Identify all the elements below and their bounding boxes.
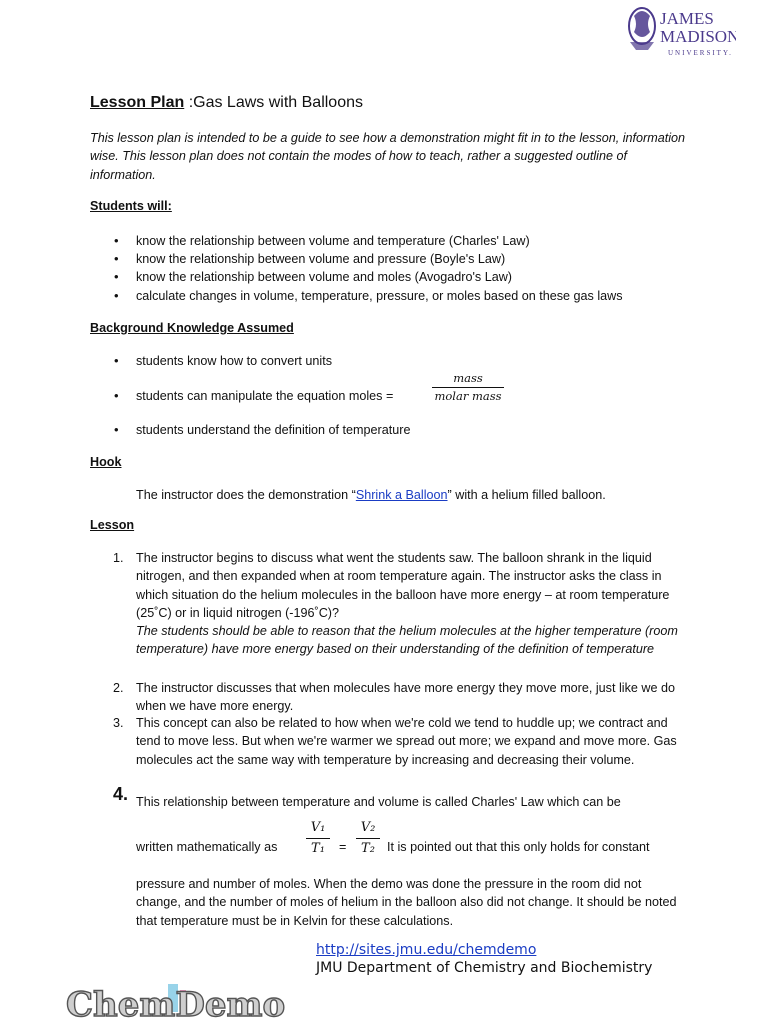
bullet: • xyxy=(114,233,119,248)
lesson-item-4c: It is pointed out that this only holds for constant xyxy=(387,840,650,854)
t1: T₁ xyxy=(306,838,330,859)
bullet: • xyxy=(114,388,119,403)
list-item: calculate changes in volume, temperature, pressure, or moles based on these gas laws xyxy=(136,289,623,303)
t2: T₂ xyxy=(356,838,380,859)
list-item: know the relationship between volume and pressure (Boyle's Law) xyxy=(136,252,506,266)
lesson-item-4b: written mathematically as xyxy=(136,840,278,854)
jmu-logo-line2: MADISON xyxy=(660,27,736,46)
background-heading: Background Knowledge Assumed xyxy=(90,321,294,335)
lesson-item-1-italic: The students should be able to reason that the helium molecules at the higher temperature (room temperature) have more energy based on their understanding of the definition of temperature xyxy=(136,624,678,657)
students-will-list xyxy=(0,232,768,312)
intro-paragraph: This lesson plan is intended to be a guide to see how a demonstration might fit in to the lesson, information wise. This lesson plan does not contain the modes of how to teach, rather a suggested outline of information. xyxy=(90,131,686,182)
chemdemo-logo xyxy=(64,984,286,1024)
charles-fraction-right xyxy=(356,818,380,859)
jmu-logo-line1: JAMES xyxy=(660,9,714,28)
lesson-list xyxy=(0,549,768,929)
list-item: students understand the definition of temperature xyxy=(136,423,411,437)
hook-pre: The instructor does the demonstration “ xyxy=(136,488,356,502)
list-item: students know how to convert units xyxy=(136,354,333,368)
fraction-numerator: mass xyxy=(453,371,483,385)
moles-fraction xyxy=(432,370,504,405)
chemdemo-url-link[interactable]: http://sites.jmu.edu/chemdemo xyxy=(316,942,537,958)
list-number: 4. xyxy=(113,784,129,804)
list-number: 1. xyxy=(113,551,124,565)
bullet: • xyxy=(114,288,119,303)
department-name: JMU Department of Chemistry and Biochemistry xyxy=(316,960,653,976)
hook-text xyxy=(136,486,606,504)
jmu-logo-line3: UNIVERSITY. xyxy=(668,49,733,57)
lesson-item-4d: pressure and number of moles. When the demo was done the pressure in the room did not change, and the number of moles of helium in the balloon also did not change. It should be noted that temperature must be in Kelvin for these calculations. xyxy=(136,877,677,928)
lesson-item-1-text: The instructor begins to discuss what went the students saw. The balloon shrank in the liquid nitrogen, and then expanded when at room temperature again. The instructor asks the class in which situation do the helium molecules in the balloon have more energy – at room temperature (25˚C) or in liquid nitrogen (-196˚C)? xyxy=(136,551,670,620)
background-list xyxy=(0,352,768,442)
lesson-heading: Lesson xyxy=(90,518,135,532)
bullet: • xyxy=(114,353,119,368)
students-will-heading: Students will: xyxy=(90,199,172,213)
lesson-item-1 xyxy=(136,549,684,659)
lesson-item-3: This concept can also be related to how when we're cold we tend to huddle up; we contract and tend to move less. But when we're warmer we spread out more; we expand and move more. Gas molecules act the same way with temperature by increasing and decreasing their volume. xyxy=(136,716,677,767)
list-item: know the relationship between volume and moles (Avogadro's Law) xyxy=(136,270,512,284)
equals-sign: = xyxy=(339,840,347,854)
list-item: know the relationship between volume and temperature (Charles' Law) xyxy=(136,234,530,248)
lesson-item-2: The instructor discusses that when molecules have more energy they move more, just like we do when we have more energy. xyxy=(136,681,675,714)
list-item: students can manipulate the equation moles = xyxy=(136,389,394,403)
lesson-item-4a: This relationship between temperature and volume is called Charles' Law which can be xyxy=(136,795,621,809)
bullet: • xyxy=(114,422,119,437)
page-title xyxy=(90,94,363,112)
list-number: 2. xyxy=(113,681,124,695)
chemdemo-logo-text: ChemDemo xyxy=(66,985,286,1024)
hook-heading: Hook xyxy=(90,455,122,469)
hook-post: ” with a helium filled balloon. xyxy=(447,488,606,502)
v2: V₂ xyxy=(360,820,376,835)
title-topic: :Gas Laws with Balloons xyxy=(184,94,363,111)
list-number: 3. xyxy=(113,716,124,730)
fraction-denominator: molar mass xyxy=(432,387,504,405)
charles-fraction-left xyxy=(306,818,330,859)
jmu-logo xyxy=(624,2,736,64)
title-lesson-plan: Lesson Plan xyxy=(90,94,185,111)
bullet: • xyxy=(114,269,119,284)
v1: V₁ xyxy=(310,820,326,835)
shrink-balloon-link[interactable]: Shrink a Balloon xyxy=(355,488,448,502)
bullet: • xyxy=(114,251,119,266)
